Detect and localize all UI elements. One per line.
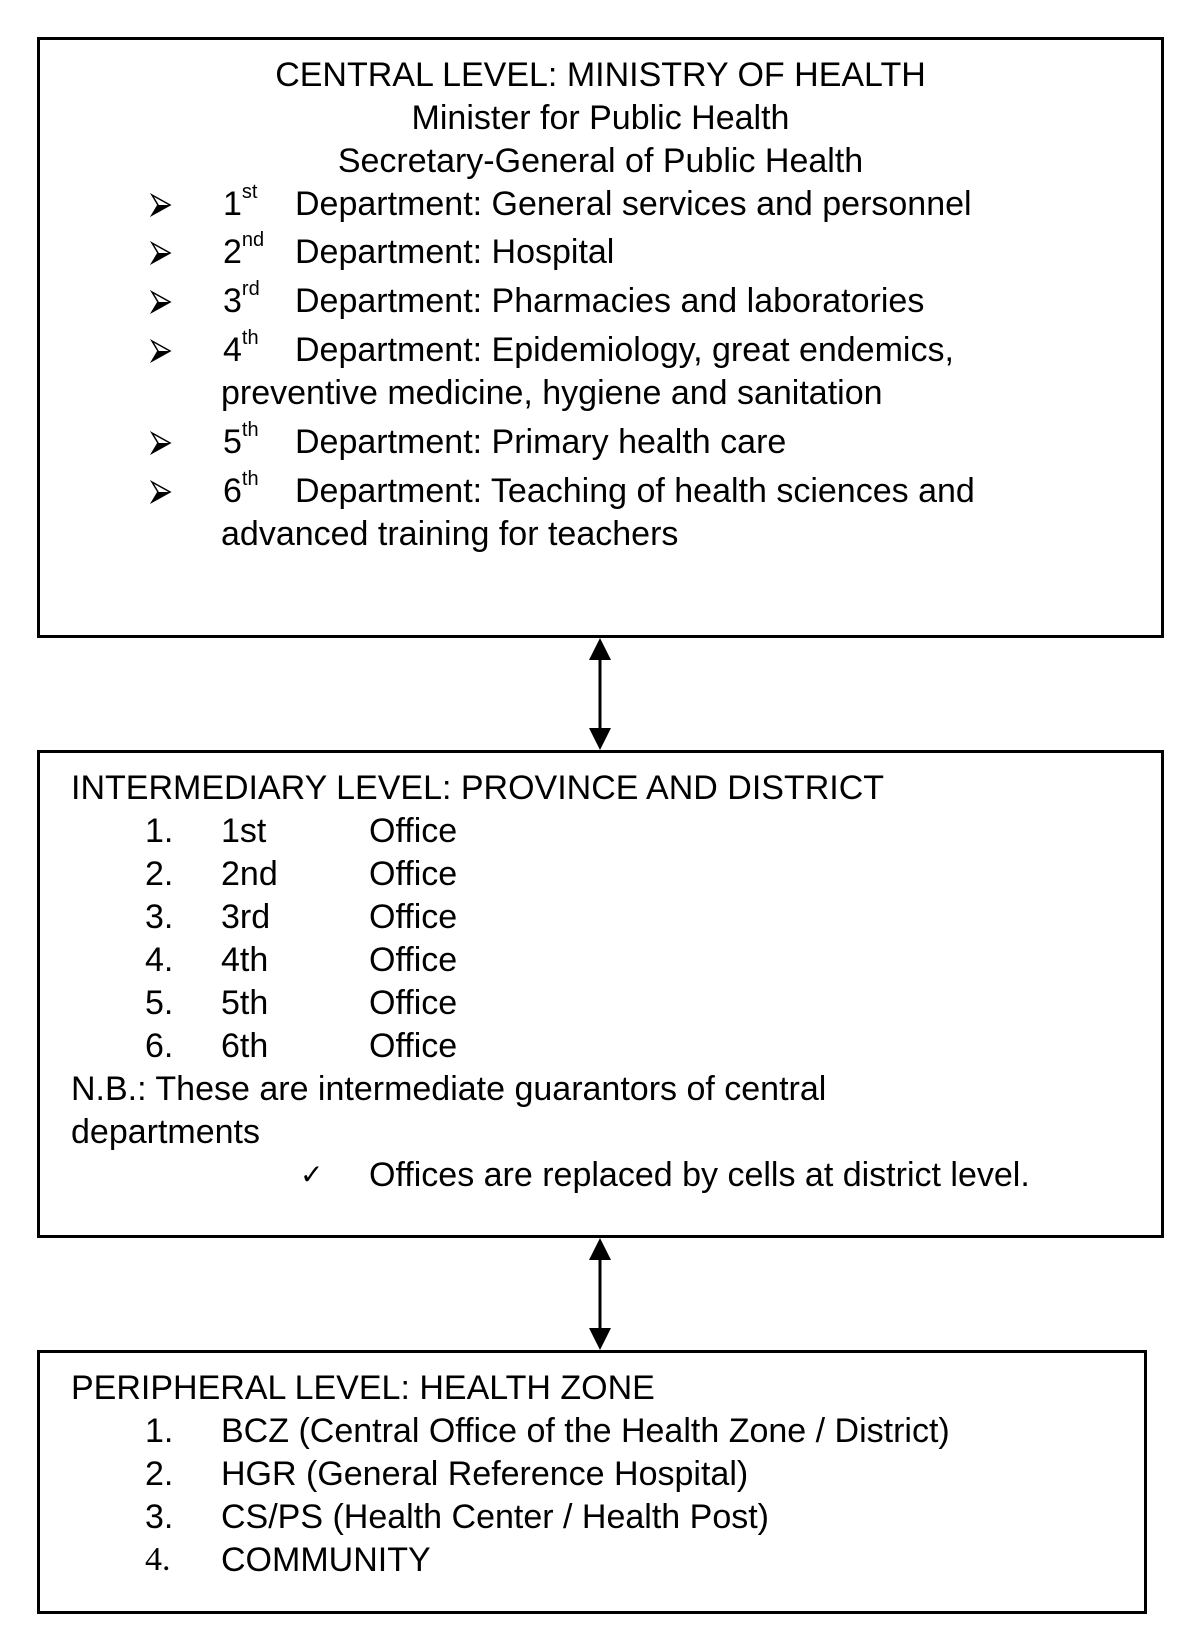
peripheral-item-number: 2. xyxy=(145,1455,174,1493)
peripheral-item-label: COMMUNITY xyxy=(221,1541,431,1579)
office-number: 6. xyxy=(145,1027,174,1065)
office-ordinal: 2nd xyxy=(221,855,278,893)
bidirectional-arrow-intermediary-peripheral xyxy=(588,1238,612,1350)
department-ordinal-suffix: nd xyxy=(241,229,265,251)
arrowhead-bullet-icon xyxy=(150,188,172,228)
department-ordinal: 1st xyxy=(223,181,258,223)
office-ordinal: 6th xyxy=(221,1027,269,1065)
department-label: Department: General services and personnel xyxy=(295,185,972,223)
central-level-box xyxy=(37,37,1164,638)
office-ordinal: 1st xyxy=(221,812,267,850)
office-ordinal: 3rd xyxy=(221,898,271,936)
peripheral-level-box xyxy=(37,1350,1147,1614)
department-ordinal-suffix: st xyxy=(241,181,258,203)
department-ordinal-suffix: th xyxy=(241,419,259,441)
office-label: Office xyxy=(369,855,458,893)
peripheral-item-label: CS/PS (Health Center / Health Post) xyxy=(221,1498,770,1536)
peripheral-item-number: 1. xyxy=(145,1412,174,1450)
department-ordinal: 2nd xyxy=(223,229,265,271)
arrowhead-bullet-icon xyxy=(150,426,172,466)
department-ordinal-suffix: th xyxy=(241,468,259,490)
peripheral-item-label: BCZ (Central Office of the Health Zone / District) xyxy=(221,1412,950,1450)
department-ordinal-suffix: rd xyxy=(241,278,260,300)
arrowhead-bullet-icon xyxy=(150,236,172,276)
office-number: 3. xyxy=(145,898,174,936)
office-label: Office xyxy=(369,898,458,936)
department-label-continued: advanced training for teachers xyxy=(221,515,679,553)
department-ordinal: 5th xyxy=(223,419,259,461)
office-label: Office xyxy=(369,1027,458,1065)
office-number: 5. xyxy=(145,984,174,1022)
department-ordinal-suffix: th xyxy=(241,327,259,349)
office-ordinal: 5th xyxy=(221,984,269,1022)
department-ordinal: 4th xyxy=(223,327,259,369)
bidirectional-arrow-central-intermediary xyxy=(588,638,612,750)
department-label: Department: Hospital xyxy=(295,233,615,271)
peripheral-item-label: HGR (General Reference Hospital) xyxy=(221,1455,749,1493)
department-label: Department: Teaching of health sciences and xyxy=(295,472,975,510)
peripheral-item-number: 4. xyxy=(145,1541,171,1578)
department-label: Department: Epidemiology, great endemics, xyxy=(295,331,954,369)
peripheral-item-number: 3. xyxy=(145,1498,174,1536)
arrowhead-bullet-icon xyxy=(150,475,172,515)
department-label: Department: Pharmacies and laboratories xyxy=(295,282,925,320)
office-number: 1. xyxy=(145,812,174,850)
central-title: CENTRAL LEVEL: MINISTRY OF HEALTH xyxy=(275,56,926,94)
office-label: Office xyxy=(369,941,458,979)
department-label-continued: preventive medicine, hygiene and sanitation xyxy=(221,374,883,412)
intermediary-title: INTERMEDIARY LEVEL: PROVINCE AND DISTRICT xyxy=(71,769,885,807)
central-subtitle-minister: Minister for Public Health xyxy=(411,99,790,137)
department-ordinal: 3rd xyxy=(223,278,260,320)
office-number: 2. xyxy=(145,855,174,893)
peripheral-title: PERIPHERAL LEVEL: HEALTH ZONE xyxy=(71,1369,655,1407)
office-label: Office xyxy=(369,812,458,850)
office-number: 4. xyxy=(145,941,174,979)
central-subtitle-secretary: Secretary-General of Public Health xyxy=(337,142,864,180)
arrowhead-bullet-icon xyxy=(150,334,172,374)
arrowhead-bullet-icon xyxy=(150,285,172,325)
department-ordinal: 6th xyxy=(223,468,259,510)
checkmark-icon: ✓ xyxy=(300,1159,324,1190)
intermediary-level-box xyxy=(37,750,1164,1238)
office-ordinal: 4th xyxy=(221,941,269,979)
district-cells-note: Offices are replaced by cells at district level. xyxy=(369,1156,1030,1194)
nb-note-line1: N.B.: These are intermediate guarantors of central xyxy=(71,1070,827,1108)
nb-note-line2: departments xyxy=(71,1113,260,1151)
department-label: Department: Primary health care xyxy=(295,423,787,461)
office-label: Office xyxy=(369,984,458,1022)
